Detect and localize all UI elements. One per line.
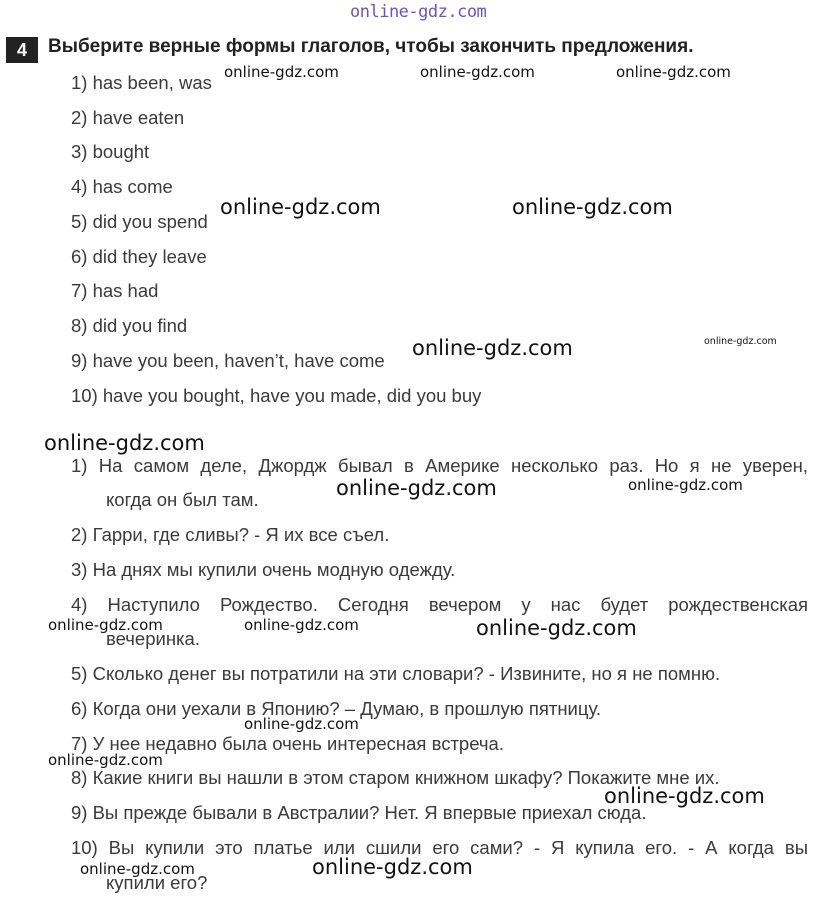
answer-line: 6) did they leave bbox=[71, 246, 207, 267]
watermark-text: online-gdz.com bbox=[704, 336, 777, 347]
translation-line: 8) Какие книги вы нашли в этом старом книжном шкафу? Покажите мне их. bbox=[71, 767, 720, 788]
watermark-text: online-gdz.com bbox=[336, 476, 497, 500]
watermark-text: online-gdz.com bbox=[244, 715, 359, 733]
answer-line: 8) did you find bbox=[71, 315, 188, 336]
watermark-text: online-gdz.com bbox=[224, 63, 339, 81]
answer-line: 4) has come bbox=[71, 176, 173, 197]
watermark-text: online-gdz.com bbox=[420, 63, 535, 81]
watermark-text: online-gdz.com bbox=[412, 336, 573, 360]
answer-line: 7) has had bbox=[71, 280, 159, 301]
answer-line: 1) has been, was bbox=[71, 72, 212, 93]
watermark-text: online-gdz.com bbox=[476, 616, 637, 640]
answer-line: 9) have you been, haven’t, have come bbox=[71, 350, 385, 371]
watermark-text: online-gdz.com bbox=[628, 476, 743, 494]
answer-line: 10) have you bought, have you made, did you buy bbox=[71, 385, 482, 406]
answer-line: 2) have eaten bbox=[71, 107, 185, 128]
translation-line: 5) Сколько денег вы потратили на эти словари? - Извините, но я не помню. bbox=[71, 663, 721, 684]
translation-line: 2) Гарри, где сливы? - Я их все съел. bbox=[71, 524, 390, 545]
translation-line: 9) Вы прежде бывали в Австралии? Нет. Я впервые приехал сюда. bbox=[71, 802, 647, 823]
translation-line: 7) У нее недавно была очень интересная встреча. bbox=[71, 733, 504, 754]
watermark-text: online-gdz.com bbox=[220, 195, 381, 219]
watermark-text: online-gdz.com bbox=[48, 616, 163, 634]
translation-line: 1) На самом деле, Джордж бывал в Америке несколько раз. Но я не уверен, bbox=[71, 455, 808, 476]
watermark-text: online-gdz.com bbox=[616, 63, 731, 81]
site-banner-watermark: online-gdz.com bbox=[350, 2, 487, 22]
answer-line: 5) did you spend bbox=[71, 211, 208, 232]
task-heading: Выберите верные формы глаголов, чтобы закончить предложения. bbox=[48, 36, 694, 57]
translation-line: 4) Наступило Рождество. Сегодня вечером у нас будет рождественская bbox=[71, 594, 808, 615]
watermark-text: online-gdz.com bbox=[48, 751, 163, 769]
translation-line: 10) Вы купили это платье или сшили его сами? - Я купила его. - А когда вы bbox=[71, 837, 808, 858]
watermark-text: online-gdz.com bbox=[44, 431, 205, 455]
watermark-text: online-gdz.com bbox=[312, 855, 473, 879]
translation-line-continued: когда он был там. bbox=[106, 489, 259, 510]
translation-line-continued: купили его? bbox=[106, 872, 208, 893]
translation-line-continued: вечеринка. bbox=[106, 628, 200, 649]
watermark-text: online-gdz.com bbox=[512, 195, 673, 219]
answer-line: 3) bought bbox=[71, 141, 150, 162]
translation-line: 6) Когда они уехали в Японию? – Думаю, в прошлую пятницу. bbox=[71, 698, 602, 719]
watermark-text: online-gdz.com bbox=[604, 784, 765, 808]
task-number-badge: 4 bbox=[6, 37, 38, 63]
watermark-text: online-gdz.com bbox=[80, 860, 195, 878]
watermark-text: online-gdz.com bbox=[244, 616, 359, 634]
translation-line: 3) На днях мы купили очень модную одежду. bbox=[71, 559, 456, 580]
